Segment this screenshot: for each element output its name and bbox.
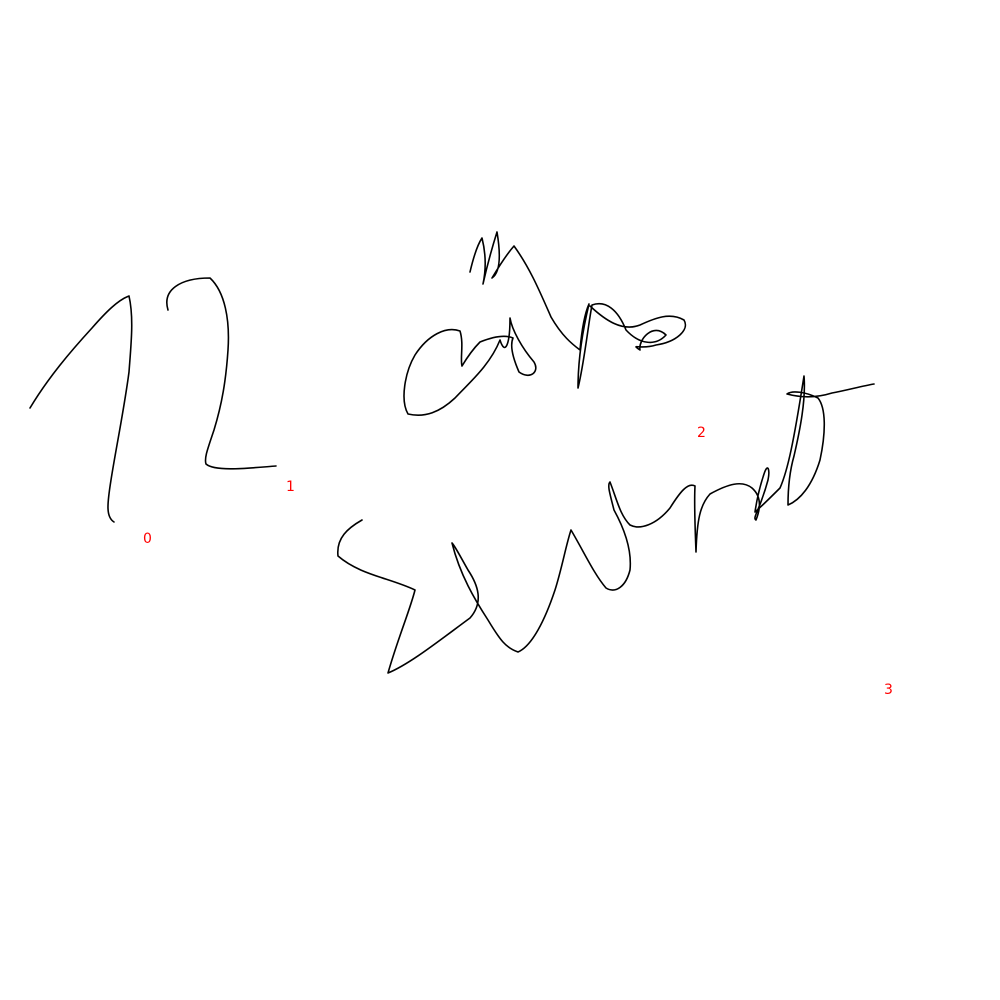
stroke-digit-one xyxy=(30,296,132,522)
stroke-lower-word xyxy=(338,376,874,673)
marker-label-0: 0 xyxy=(143,531,152,547)
stroke-upper-word xyxy=(404,232,685,415)
marker-label-3: 3 xyxy=(884,682,893,698)
marker-label-2: 2 xyxy=(697,425,706,441)
stroke-digit-two xyxy=(167,278,276,469)
marker-label-1: 1 xyxy=(286,479,295,495)
